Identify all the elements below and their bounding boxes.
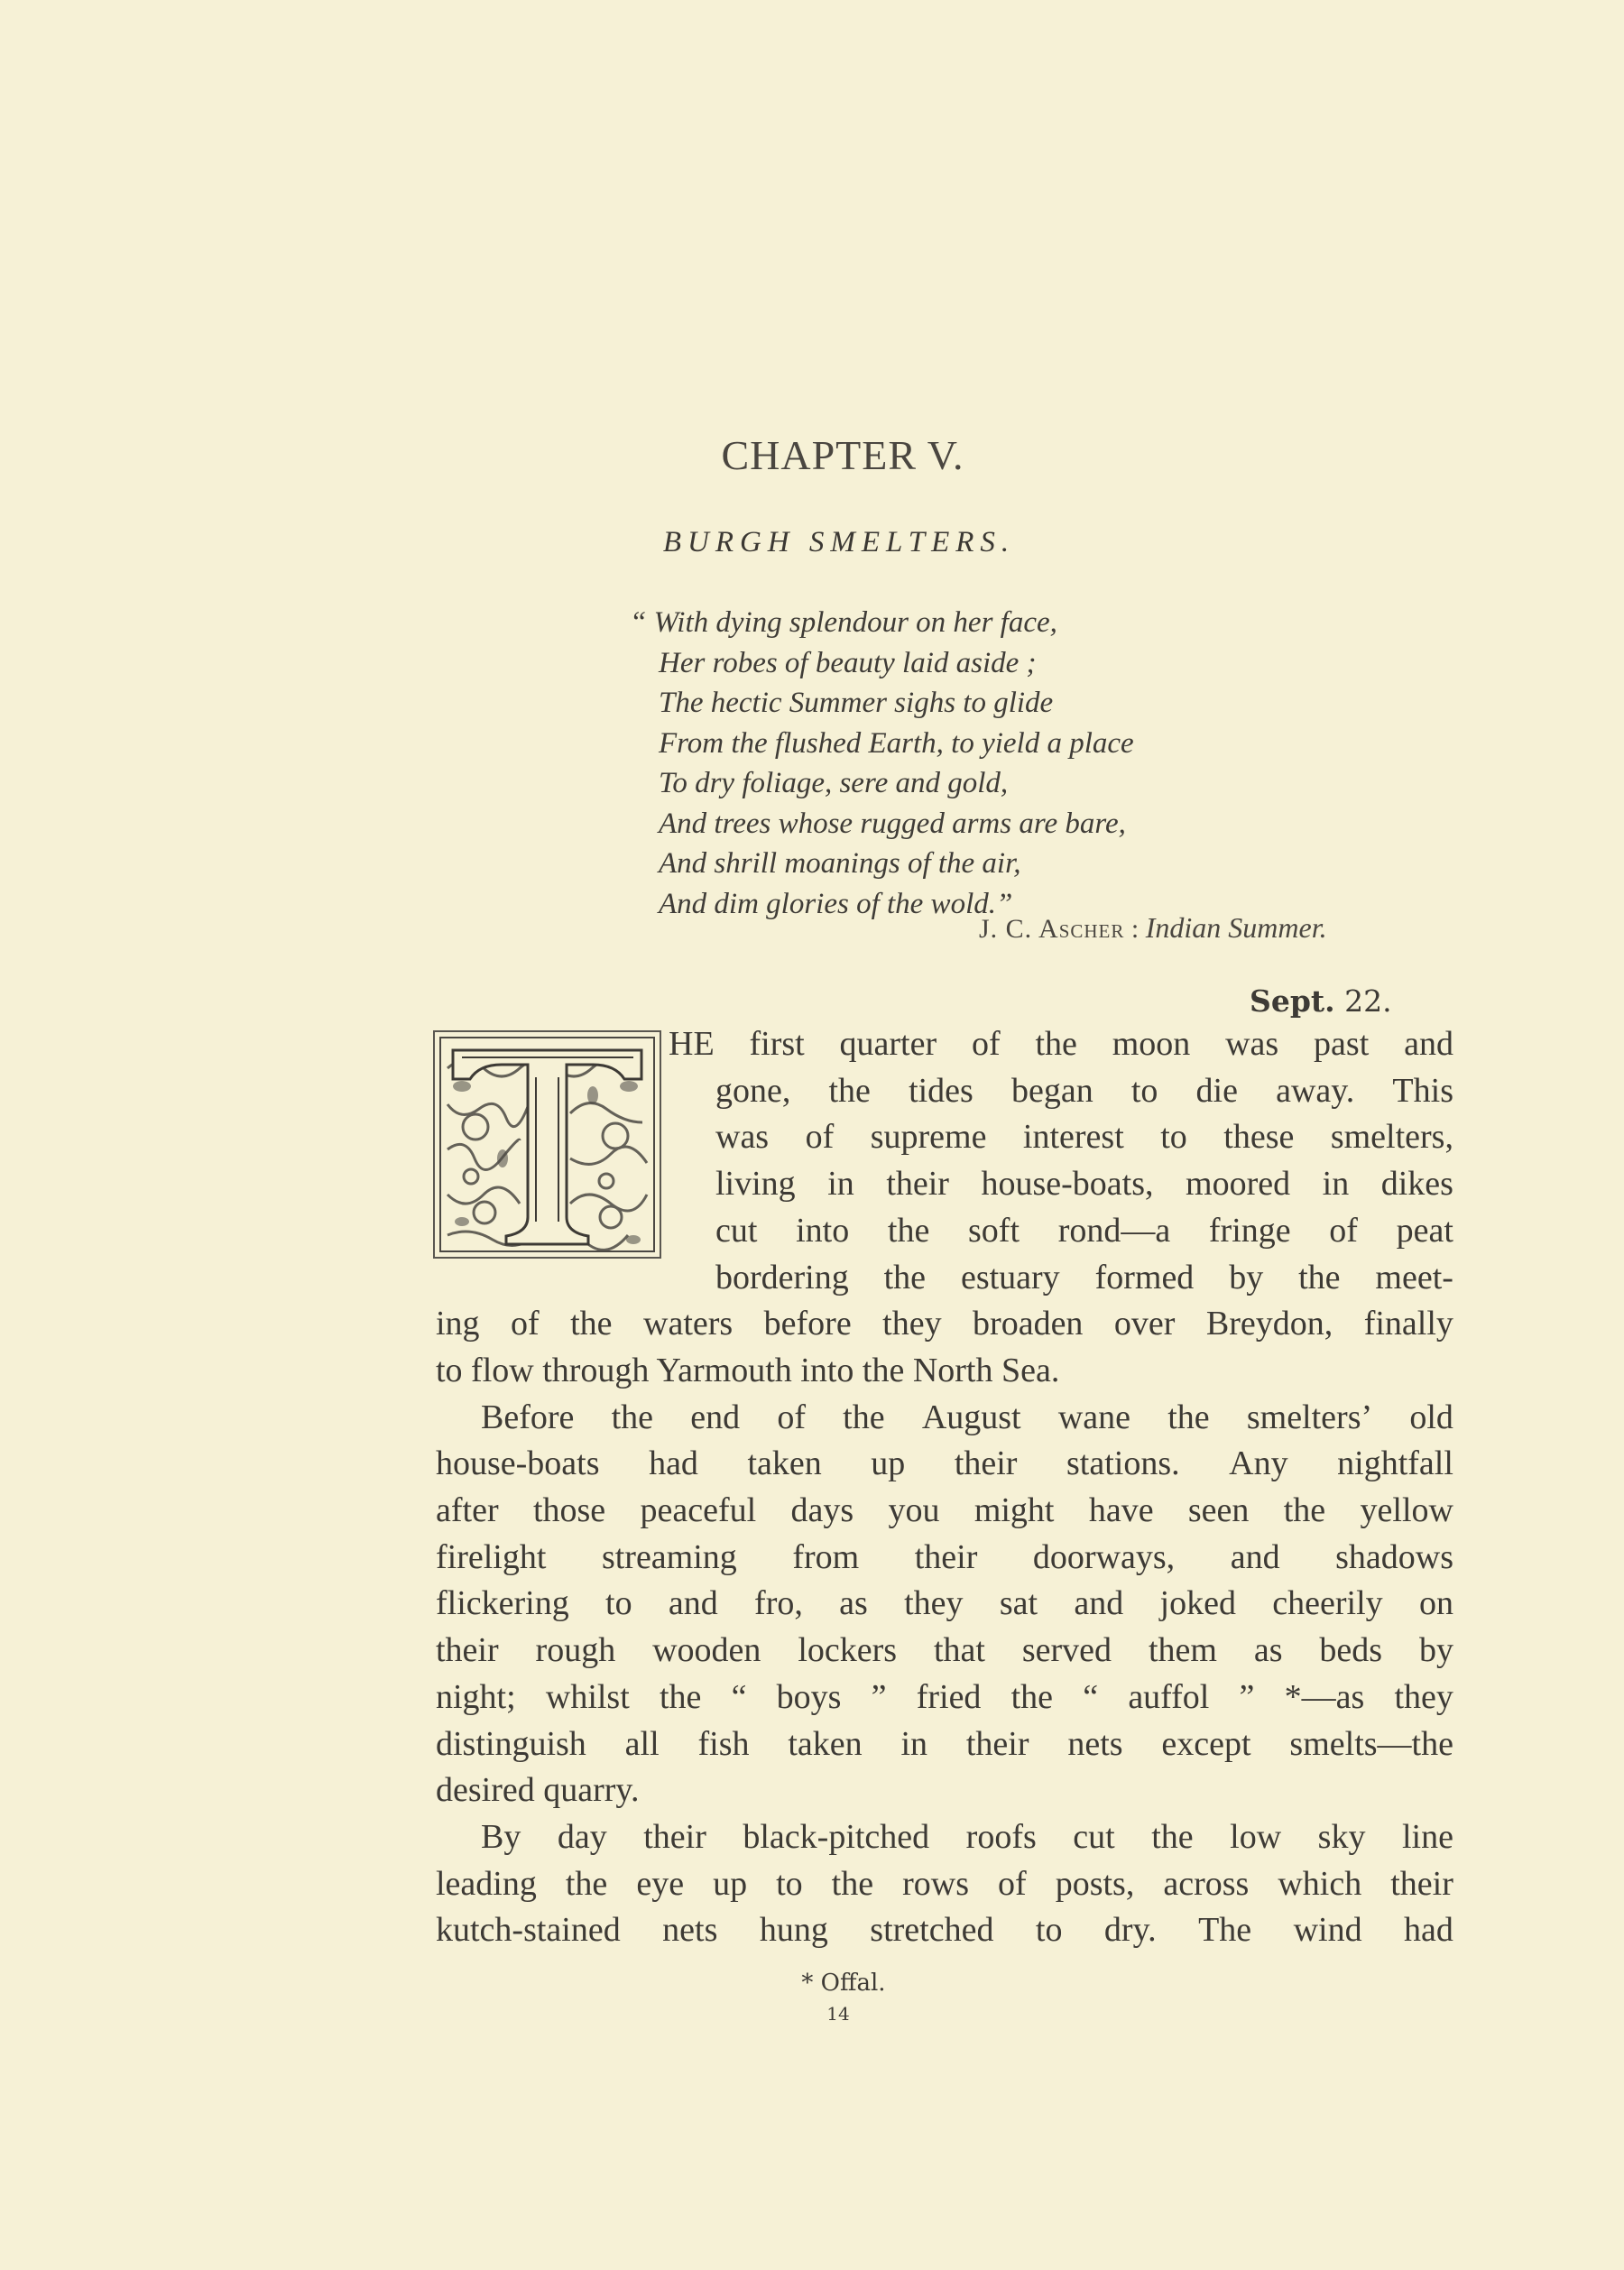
page-number: 14 [826,2003,850,2025]
epigraph-work: Indian Summer. [1145,911,1327,944]
body-line: night; whilst the “ boys ” fried the “ auffol ” *—as they [436,1677,1453,1716]
body-line: firelight streaming from their doorways, and shadows [436,1537,1453,1576]
body-line: desired quarry. [436,1771,640,1810]
epigraph-attribution [979,911,1520,945]
entry-date [1250,983,1392,1019]
body-line: living in their house-boats, moored in dikes [715,1165,1453,1204]
body-line: bordering the estuary formed by the meet- [715,1258,1453,1296]
body-line: kutch-stained nets hung stretched to dry. The wind had [436,1911,1453,1950]
body-line: to flow through Yarmouth into the North Sea. [436,1351,1060,1389]
body-line: ing of the waters before they broaden over Breydon, finally [436,1305,1453,1343]
body-line: HE first quarter of the moon was past and [669,1025,1453,1063]
epigraph-line: And shrill moanings of the air, [659,847,1021,880]
epigraph-author: J. C. Ascher [979,914,1125,944]
epigraph [630,603,1471,924]
body-line: after those peaceful days you might have seen the yellow [436,1491,1453,1530]
body-line: distinguish all fish taken in their nets except smelts—the [436,1724,1453,1763]
body-line: gone, the tides began to die away. This [715,1071,1453,1110]
body-line: Before the end of the August wane the smelters’ old [481,1398,1453,1436]
epigraph-line: And trees whose rugged arms are bare, [659,807,1126,840]
body-line: By day their black-pitched roofs cut the low sky line [481,1817,1453,1856]
epigraph-line: “ With dying splendour on her face, [630,606,1057,639]
epigraph-line: Her robes of beauty laid aside ; [659,646,1037,679]
footnote: * Offal. [801,1970,886,1997]
body-line: leading the eye up to the rows of posts, across which their [436,1864,1453,1903]
chapter-title: CHAPTER V. [721,432,964,478]
chapter-subtitle: BURGH SMELTERS. [662,526,1016,558]
epigraph-line: To dry foliage, sere and gold, [659,767,1009,799]
epigraph-line: And dim glories of the wold.” [659,887,1013,920]
body-line: their rough wooden lockers that served them as beds by [436,1631,1453,1670]
body-text [436,1021,1453,1954]
date-day: 22. [1344,983,1392,1019]
body-line: cut into the soft rond—a fringe of peat [715,1211,1453,1250]
body-line: flickering to and fro, as they sat and joked cheerily on [436,1584,1453,1623]
epigraph-line: The hectic Summer sighs to glide [659,687,1054,719]
epigraph-line: From the flushed Earth, to yield a place [659,726,1134,760]
body-line: house-boats had taken up their stations. Any nightfall [436,1444,1453,1483]
body-line: was of supreme interest to these smelters, [715,1118,1453,1157]
attribution-separator: : [1124,914,1146,944]
date-month: Sept. [1250,983,1335,1019]
